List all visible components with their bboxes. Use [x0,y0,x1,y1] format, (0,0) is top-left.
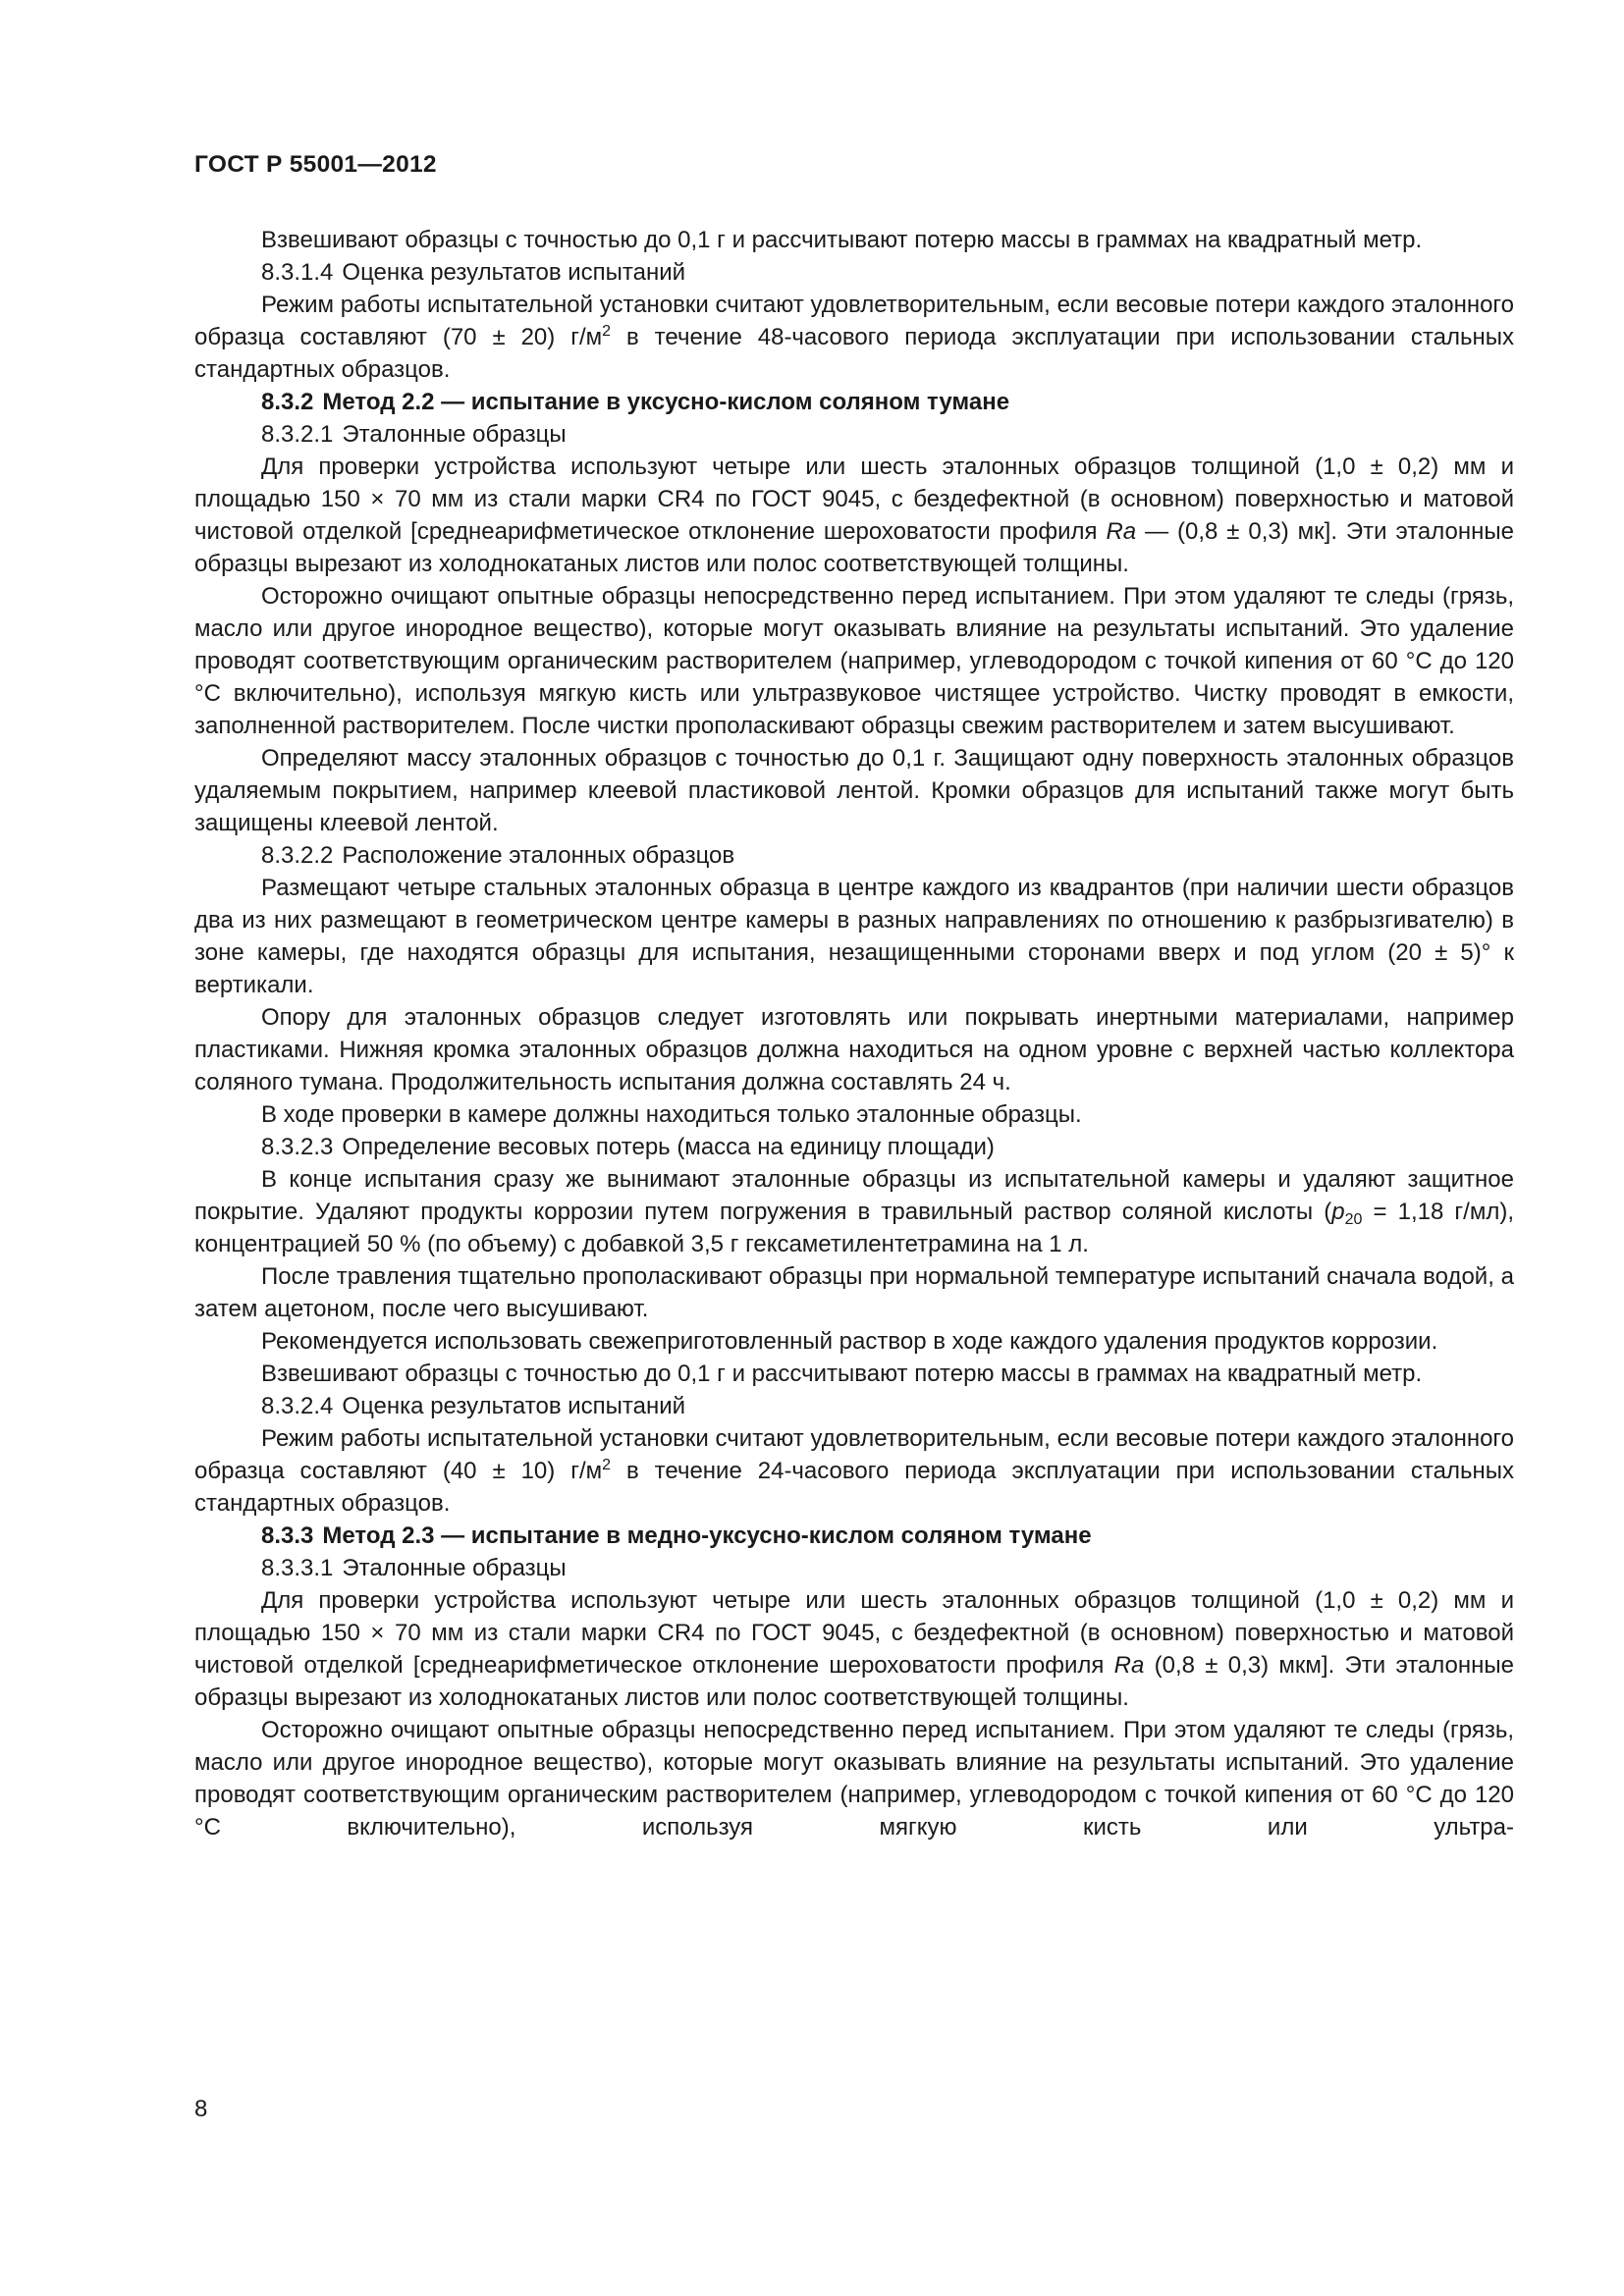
paragraph: Взвешивают образцы с точностью до 0,1 г и рассчитывают потерю массы в граммах на квадратный метр. [261,1361,1423,1387]
page-number: 8 [194,2096,208,2122]
paragraph: Осторожно очищают опытные образцы непосредственно перед испытанием. При этом удаляют те следы (грязь, масло или другое инородное вещество), которые могут оказывать влияние на результаты испытаний. Это удаление проводят соответствующим органическим растворителем (например, углеводородом с точкой кипения от 60 °С до 120 °С включительно), используя мягкую кисть или ультра- [194,1717,1514,1841]
paragraph: В ходе проверки в камере должны находиться только эталонные образцы. [261,1101,1082,1128]
section-heading-8-3-3-1: 8.3.3.1 Эталонные образцы [261,1555,567,1581]
paragraph: Режим работы испытательной установки считают удовлетворительным, если весовые потери каждого эталонного образца составляют (70 ± 20) $г/м^2$ в течение 48-часового периода эксплуатации при использовании стальных стандартных образцов. [194,292,1514,383]
document-header: ГОСТ Р 55001—2012 [194,151,437,178]
paragraph: Опору для эталонных образцов следует изготовлять или покрывать инертными материалами, например пластиками. Нижняя кромка эталонных образцов должна находиться на одном уровне с верхней частью коллектора соляного тумана. Продолжительность испытания должна составлять 24 ч. [194,1004,1514,1095]
paragraph: Взвешивают образцы с точностью до 0,1 г и рассчитывают потерю массы в граммах на квадратный метр. [261,227,1423,253]
document-body [194,224,1514,1843]
section-heading-8-3-3: 8.3.3 Метод 2.3 — испытание в медно-уксусно-кислом соляном тумане [261,1522,1092,1549]
paragraph: Определяют массу эталонных образцов с точностью до 0,1 г. Защищают одну поверхность эталонных образцов удаляемым покрытием, например клеевой пластиковой лентой. Кромки образцов для испытаний также могут быть защищены клеевой лентой. [194,745,1514,836]
section-heading-8-3-2: 8.3.2 Метод 2.2 — испытание в уксусно-кислом соляном тумане [261,389,1010,415]
section-heading-8-3-2-4: 8.3.2.4 Оценка результатов испытаний [261,1393,686,1419]
paragraph: После травления тщательно прополаскивают образцы при нормальной температуре испытаний сначала водой, а затем ацетоном, после чего высушивают. [194,1263,1514,1322]
section-heading-8-3-2-3: 8.3.2.3 Определение весовых потерь (масса на единицу площади) [261,1134,995,1160]
paragraph: Для проверки устройства используют четыре или шесть эталонных образцов толщиной (1,0 ± 0,2) мм и площадью 150 × 70 мм из стали марки CR4 по ГОСТ 9045, с бездефектной (в основном) поверхностью и матовой чистовой отделкой [среднеарифметическое отклонение шероховатости профиля Ra (0,8 ± 0,3) мкм]. Эти эталонные образцы вырезают из холоднокатаных листов или полос соответствующей толщины. [194,1587,1515,1711]
paragraph: Режим работы испытательной установки считают удовлетворительным, если весовые потери каждого эталонного образца составляют (40 ± 10) $г/м^2$ в течение 24-часового периода эксплуатации при использовании стальных стандартных образцов. [194,1425,1514,1517]
paragraph: Осторожно очищают опытные образцы непосредственно перед испытанием. При этом удаляют те следы (грязь, масло или другое инородное вещество), которые могут оказывать влияние на результаты испытаний. Это удаление проводят соответствующим органическим растворителем (например, углеводородом с точкой кипения от 60 °С до 120 °С включительно), используя мягкую кисть или ультразвуковое чистящее устройство. Чистку проводят в емкости, заполненной растворителем. После чистки прополаскивают образцы свежим растворителем и затем высушивают. [194,583,1514,739]
paragraph: В конце испытания сразу же вынимают эталонные образцы из испытательной камеры и удаляют защитное покрытие. Удаляют продукты коррозии путем погружения в травильный раствор соляной кислоты ($p_{20} = 1,18$ г/мл), концентрацией 50 % (по объему) с добавкой 3,5 г гексаметилентетрамина на 1 л. [194,1166,1514,1257]
paragraph: Рекомендуется использовать свежеприготовленный раствор в ходе каждого удаления продуктов коррозии. [261,1328,1438,1355]
section-heading-8-3-1-4: 8.3.1.4 Оценка результатов испытаний [261,259,686,286]
section-heading-8-3-2-1: 8.3.2.1 Эталонные образцы [261,421,567,448]
section-heading-8-3-2-2: 8.3.2.2 Расположение эталонных образцов [261,842,735,869]
paragraph: Для проверки устройства используют четыре или шесть эталонных образцов толщиной (1,0 ± 0,2) мм и площадью 150 × 70 мм из стали марки CR4 по ГОСТ 9045, с бездефектной (в основном) поверхностью и матовой чистовой отделкой [среднеарифметическое отклонение шероховатости профиля Ra — (0,8 ± 0,3) мк]. Эти эталонные образцы вырезают из холоднокатаных листов или полос соответствующей толщины. [194,454,1514,577]
paragraph: Размещают четыре стальных эталонных образца в центре каждого из квадрантов (при наличии шести образцов два из них размещают в геометрическом центре камеры в разных направлениях по отношению к разбрызгивателю) в зоне камеры, где находятся образцы для испытания, незащищенными сторонами вверх и под углом (20 ± 5)° к вертикали. [194,875,1514,998]
